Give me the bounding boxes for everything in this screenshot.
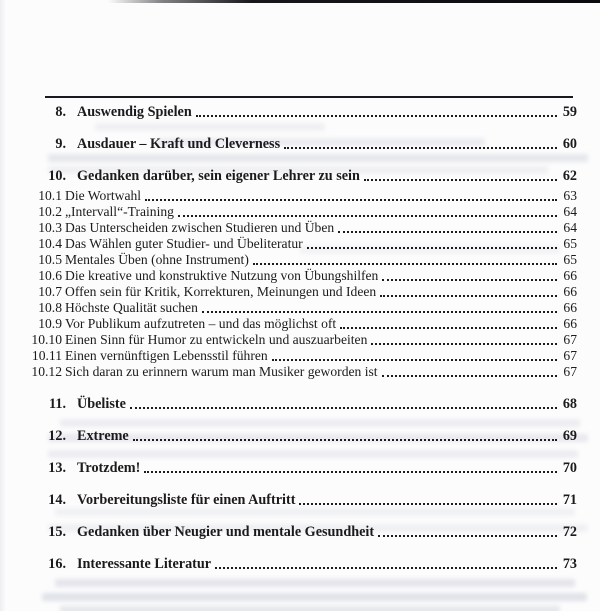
toc-entry-number: 10.5 — [38, 252, 62, 267]
toc-entry-label: Sich daran zu erinnern warum man Musiker geworden ist — [65, 364, 378, 379]
toc-leader-dots — [364, 179, 557, 181]
toc-entry-number: 10.3 — [38, 220, 62, 235]
toc-entry — [0, 252, 600, 268]
toc-leader-dots — [253, 263, 557, 265]
toc-entry-label: Einen Sinn für Humor zu entwickeln und auszuarbeiten — [65, 332, 368, 347]
toc-entry-label: Offen sein für Kritik, Korrekturen, Meinungen und Ideen — [65, 284, 377, 299]
toc-leader-dots — [378, 535, 557, 537]
toc-entry — [0, 428, 600, 444]
toc-entry — [0, 460, 600, 476]
toc-entry-label: Ausdauer – Kraft und Cleverness — [77, 136, 281, 152]
toc-entry-page: 72 — [562, 524, 577, 540]
section-divider-rule — [45, 96, 573, 98]
toc-entry-page: 64 — [563, 220, 577, 235]
toc-entry — [0, 524, 600, 540]
toc-entry-label: Mentales Üben (ohne Instrument) — [65, 252, 249, 267]
toc-entry-number: 10.12 — [31, 364, 62, 379]
toc-entry-label: Gedanken darüber, sein eigener Lehrer zu sein — [77, 168, 360, 184]
toc-entry-label: Das Unterscheiden zwischen Studieren und Üben — [65, 220, 335, 235]
toc-leader-dots — [272, 359, 557, 361]
toc-entry-page: 67 — [563, 348, 577, 363]
toc-entry-number: 10.7 — [38, 284, 62, 299]
toc-leader-dots — [196, 115, 557, 117]
toc-entry-page: 73 — [562, 556, 577, 572]
toc-leader-dots — [145, 199, 557, 201]
toc-entry — [0, 204, 600, 220]
toc-leader-dots — [307, 247, 557, 249]
toc-entry-page: 59 — [562, 104, 577, 120]
toc-entry-label: Extreme — [77, 428, 129, 444]
toc-entry-number: 16. — [48, 556, 66, 572]
toc-entry-label: Das Wählen guter Studier- und Übeliteratur — [65, 236, 303, 251]
toc-entry-page: 63 — [563, 188, 577, 203]
toc-entry-number: 12. — [48, 428, 66, 444]
toc-leader-dots — [284, 147, 557, 149]
toc-entry-label: „Intervall“-Training — [65, 204, 174, 219]
page-showthrough-artifact — [42, 593, 587, 601]
toc-entry-number: 10.4 — [38, 236, 62, 251]
toc-leader-dots — [202, 311, 557, 313]
toc-entry-number: 10.8 — [38, 300, 62, 315]
toc-leader-dots — [130, 407, 557, 409]
toc-entry-label: Höchste Qualität suchen — [65, 300, 198, 315]
table-of-contents — [0, 104, 600, 572]
toc-entry-page: 65 — [563, 236, 577, 251]
toc-entry-page: 66 — [563, 268, 577, 283]
toc-leader-dots — [178, 215, 557, 217]
toc-entry-page: 68 — [562, 396, 577, 412]
toc-entry-number: 11. — [49, 396, 66, 412]
toc-entry — [0, 268, 600, 284]
toc-entry-number: 9. — [55, 136, 66, 152]
toc-entry-page: 71 — [562, 492, 577, 508]
toc-entry-page: 67 — [563, 332, 577, 347]
toc-entry — [0, 348, 600, 364]
toc-entry-page: 65 — [563, 252, 577, 267]
toc-entry — [0, 220, 600, 236]
toc-entry-number: 13. — [48, 460, 66, 476]
toc-leader-dots — [380, 295, 557, 297]
toc-entry — [0, 364, 600, 380]
toc-entry-number: 15. — [48, 524, 66, 540]
toc-entry-label: Einen vernünftigen Lebensstil führen — [65, 348, 268, 363]
toc-entry-page: 66 — [563, 284, 577, 299]
scan-top-edge-artifact — [0, 0, 600, 3]
toc-entry-page: 66 — [563, 316, 577, 331]
toc-entry — [0, 332, 600, 348]
toc-leader-dots — [215, 567, 557, 569]
toc-entry-page: 64 — [563, 204, 577, 219]
toc-leader-dots — [340, 327, 557, 329]
toc-entry-number: 14. — [48, 492, 66, 508]
toc-entry — [0, 136, 600, 152]
toc-entry-number: 10.9 — [38, 316, 62, 331]
toc-entry-page: 62 — [562, 168, 577, 184]
toc-entry-number: 8. — [55, 104, 66, 120]
toc-leader-dots — [338, 231, 557, 233]
toc-entry — [0, 104, 600, 120]
toc-entry — [0, 396, 600, 412]
toc-entry — [0, 236, 600, 252]
page-showthrough-artifact — [55, 579, 575, 587]
toc-entry-number: 10.2 — [38, 204, 62, 219]
toc-entry — [0, 168, 600, 184]
toc-leader-dots — [133, 439, 557, 441]
toc-entry — [0, 188, 600, 204]
toc-leader-dots — [382, 279, 557, 281]
toc-entry-label: Vorbereitungsliste für einen Auftritt — [77, 492, 296, 508]
toc-entry-number: 10.10 — [31, 332, 62, 347]
toc-leader-dots — [144, 471, 557, 473]
toc-entry-label: Auswendig Spielen — [77, 104, 192, 120]
toc-entry-label: Interessante Literatur — [77, 556, 212, 572]
toc-entry-number: 10. — [48, 168, 66, 184]
page-showthrough-artifact — [60, 606, 560, 611]
toc-entry-page: 60 — [562, 136, 577, 152]
toc-entry-label: Übeliste — [77, 396, 126, 412]
toc-entry-label: Vor Publikum aufzutreten – und das möglichst oft — [65, 316, 337, 331]
toc-entry-page: 70 — [562, 460, 577, 476]
toc-leader-dots — [299, 503, 557, 505]
toc-entry — [0, 284, 600, 300]
toc-entry-label: Die kreative und konstruktive Nutzung von Übungshilfen — [65, 268, 379, 283]
toc-entry-page: 67 — [563, 364, 577, 379]
toc-entry-label: Gedanken über Neugier und mentale Gesundheit — [77, 524, 375, 540]
toc-leader-dots — [371, 343, 557, 345]
toc-entry-number: 10.6 — [38, 268, 62, 283]
toc-entry — [0, 492, 600, 508]
toc-entry — [0, 300, 600, 316]
toc-entry-number: 10.1 — [38, 188, 62, 203]
toc-entry-page: 69 — [562, 428, 577, 444]
toc-entry-page: 66 — [563, 300, 577, 315]
toc-entry — [0, 316, 600, 332]
toc-leader-dots — [382, 375, 557, 377]
toc-entry-label: Die Wortwahl — [65, 188, 142, 203]
toc-entry-label: Trotzdem! — [77, 460, 141, 476]
toc-entry-number: 10.11 — [31, 348, 62, 363]
toc-entry — [0, 556, 600, 572]
